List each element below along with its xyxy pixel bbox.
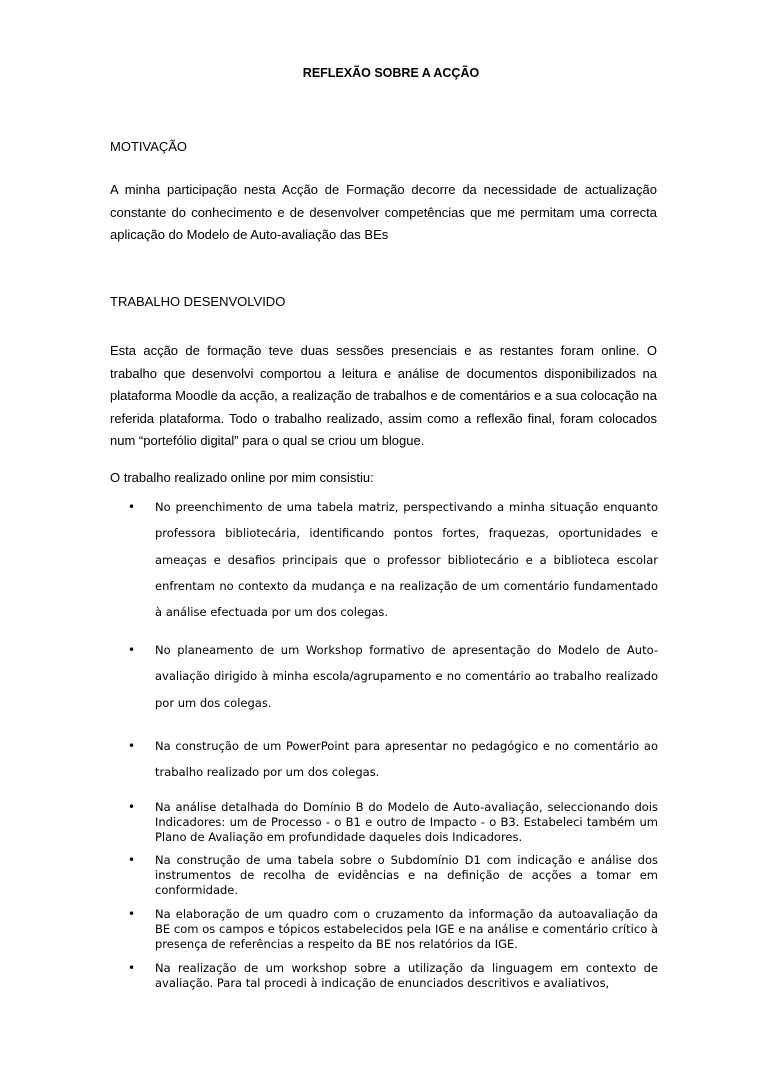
document-title: REFLEXÃO SOBRE A ACÇÃO bbox=[302, 66, 480, 80]
list-item bbox=[128, 907, 658, 953]
bullet-icon: • bbox=[128, 500, 136, 514]
section-text-motivacao: A minha participação nesta Acção de Formação decorre da necessidade de actualização constante do conhecimento e de desenvolver competências que me permitam uma correcta aplicação do Modelo de Auto-avaliação das BEs bbox=[110, 182, 657, 242]
section-text-trabalho: Esta acção de formação teve duas sessões presenciais e as restantes foram online. O trabalho que desenvolvi comportou a leitura e análise de documentos disponibilizados na plataforma Moodle da acção, a realização de trabalhos e de comentários e a sua colocação na referida plataforma. Todo o trabalho realizado, assim como a reflexão final, foram colocados num “portefólio digital” para o qual se criou um blogue. bbox=[110, 343, 657, 448]
list-item bbox=[128, 961, 658, 991]
list-item-text: Na construção de uma tabela sobre o Subdomínio D1 com indicação e análise dos instrumentos de recolha de evidências e na definição de acções a tomar em conformidade. bbox=[155, 853, 658, 898]
list-item bbox=[128, 637, 658, 716]
bullet-icon: • bbox=[128, 800, 136, 814]
list-item-text: No preenchimento de uma tabela matriz, perspectivando a minha situação enquanto professora bibliotecária, identificando pontos fortes, fraquezas, oportunidades e ameaças e desafios principais que o professor bibliotecário e a biblioteca escolar enfrentam no contexto da mudança e na realização de um comentário fundamentado à análise efectuada por um dos colegas. bbox=[155, 500, 658, 620]
list-item bbox=[128, 853, 658, 899]
bullet-icon: • bbox=[128, 643, 136, 657]
bullet-icon: • bbox=[128, 853, 136, 867]
list-intro: O trabalho realizado online por mim consistiu: bbox=[110, 470, 374, 485]
list-item bbox=[128, 733, 658, 786]
list-item-text: Na construção de um PowerPoint para apresentar no pedagógico e no comentário ao trabalho realizado por um dos colegas. bbox=[155, 739, 658, 780]
list-item-text: Na análise detalhada do Domínio B do Modelo de Auto-avaliação, seleccionando dois Indicadores: um de Processo - o B1 e outro de Impacto - o B3. Estabeleci também um Plano de Avaliação em profundidade daqueles dois Indicadores. bbox=[155, 800, 658, 845]
section-heading-motivacao: MOTIVAÇÃO bbox=[110, 139, 188, 154]
list-item-text: Na realização de um workshop sobre a utilização da linguagem em contexto de avaliação. Para tal procedi à indicação de enunciados descritivos e avaliativos, bbox=[155, 961, 658, 991]
bullet-icon: • bbox=[128, 907, 136, 921]
list-item-text: No planeamento de um Workshop formativo de apresentação do Modelo de Auto-avaliação dirigido à minha escola/agrupamento e no comentário ao trabalho realizado por um dos colegas. bbox=[155, 643, 658, 710]
list-item bbox=[128, 494, 658, 625]
bullet-icon: • bbox=[128, 739, 136, 753]
bullet-icon: • bbox=[128, 961, 136, 975]
section-heading-trabalho: TRABALHO DESENVOLVIDO bbox=[110, 294, 286, 309]
list-item-text: Na elaboração de um quadro com o cruzamento da informação da autoavaliação da BE com os campos e tópicos estabelecidos pela IGE e na análise e comentário crítico à presença de referências a respeito da BE nos relatórios da IGE. bbox=[155, 907, 658, 952]
list-item bbox=[128, 800, 658, 846]
